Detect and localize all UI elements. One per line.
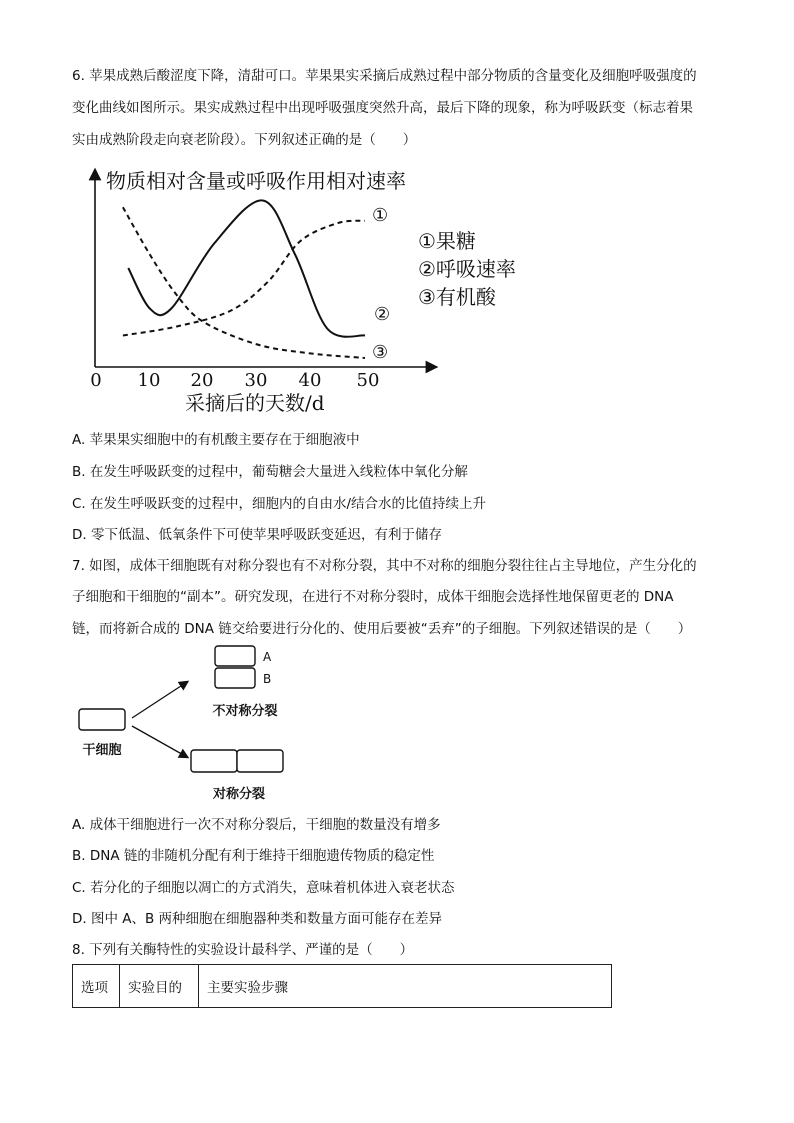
legend-item-respiration: ②呼吸速率 [418, 257, 516, 281]
stem-cell-shape [79, 709, 125, 730]
x-tick-label: 40 [298, 370, 322, 391]
table-header-row [73, 965, 612, 1008]
series-line-2 [128, 200, 365, 336]
q7-option-b: B. DNA 链的非随机分配有利于维持干细胞遗传物质的稳定性 [72, 848, 435, 864]
asym-arrow [132, 682, 187, 718]
x-tick-label: 30 [244, 370, 268, 391]
end-label-2: ② [374, 304, 391, 325]
cell-b-label: B [263, 672, 272, 686]
sym-arrow [132, 726, 187, 757]
q7-option-c: C. 若分化的子细胞以凋亡的方式消失，意味着机体进入衰老状态 [72, 880, 455, 896]
cell-b-shape [215, 668, 255, 688]
sym-daughter-cell-2 [237, 750, 283, 772]
x-tick-label: 50 [356, 370, 380, 391]
q7-stem-line-2: 子细胞和干细胞的“副本”。研究发现，在进行不对称分裂时，成体干细胞会选择性地保留更老的 DNA [72, 589, 674, 605]
q6-option-b: B. 在发生呼吸跃变的过程中，葡萄糖会大量进入线粒体中氧化分解 [72, 464, 468, 480]
q7-option-d: D. 图中 A、B 两种细胞在细胞器种类和数量方面可能存在差异 [72, 911, 443, 927]
q7-stem-line-3: 链，而将新合成的 DNA 链交给要进行分化的、使用后要被“丢弃”的子细胞。下列叙述错误的是（ ） [72, 621, 692, 637]
q6-stem-line-1: 6. 苹果成熟后酸涩度下降，清甜可口。苹果果实采摘后成熟过程中部分物质的含量变化及细胞呼吸强度的 [72, 68, 697, 84]
legend-item-organic-acid: ③有机酸 [418, 285, 496, 309]
x-tick-label: 10 [137, 370, 161, 391]
q8-stem: 8. 下列有关酶特性的实验设计最科学、严谨的是（ ） [72, 942, 414, 958]
cell-a-shape [215, 646, 255, 666]
cell-a-label: A [263, 650, 272, 664]
stem-cell-label: 干细胞 [82, 743, 122, 758]
q6-stem-line-2: 变化曲线如图所示。果实成熟过程中出现呼吸强度突然升高，最后下降的现象，称为呼吸跃变（标志着果 [72, 100, 693, 116]
q6-option-a: A. 苹果果实细胞中的有机酸主要存在于细胞液中 [72, 432, 360, 448]
x-tick-label: 0 [90, 370, 102, 391]
q7-stem-line-1: 7. 如图，成体干细胞既有对称分裂也有不对称分裂，其中不对称的细胞分裂往往占主导地位，产生分化的 [72, 558, 697, 574]
table-header-cell: 实验目的 [120, 965, 199, 1008]
end-label-1: ① [372, 205, 389, 226]
series-line-3 [123, 207, 365, 358]
q6-stem-line-3: 实由成熟阶段走向衰老阶段）。下列叙述正确的是（ ） [72, 132, 417, 148]
x-axis-label: 采摘后的天数/d [185, 391, 325, 415]
sym-division-label: 对称分裂 [212, 787, 266, 802]
q8-table [72, 964, 612, 1008]
end-label-3: ③ [372, 342, 389, 363]
q6-option-c: C. 在发生呼吸跃变的过程中，细胞内的自由水/结合水的比值持续上升 [72, 496, 487, 512]
legend-item-fructose: ①果糖 [418, 229, 476, 253]
asym-division-label: 不对称分裂 [212, 704, 278, 719]
q7-option-a: A. 成体干细胞进行一次不对称分裂后，干细胞的数量没有增多 [72, 817, 441, 833]
sym-daughter-cell-1 [191, 750, 237, 772]
y-axis-label: 物质相对含量或呼吸作用相对速率 [106, 169, 406, 193]
table-header-cell: 选项 [73, 965, 120, 1008]
series-line-1 [123, 221, 365, 336]
q6-option-d: D. 零下低温、低氧条件下可使苹果呼吸跃变延迟，有利于储存 [72, 527, 442, 543]
table-header-cell: 主要实验步骤 [199, 965, 612, 1008]
q7-cell-division-diagram [60, 640, 310, 806]
q6-chart [60, 160, 516, 422]
x-tick-label: 20 [190, 370, 214, 391]
